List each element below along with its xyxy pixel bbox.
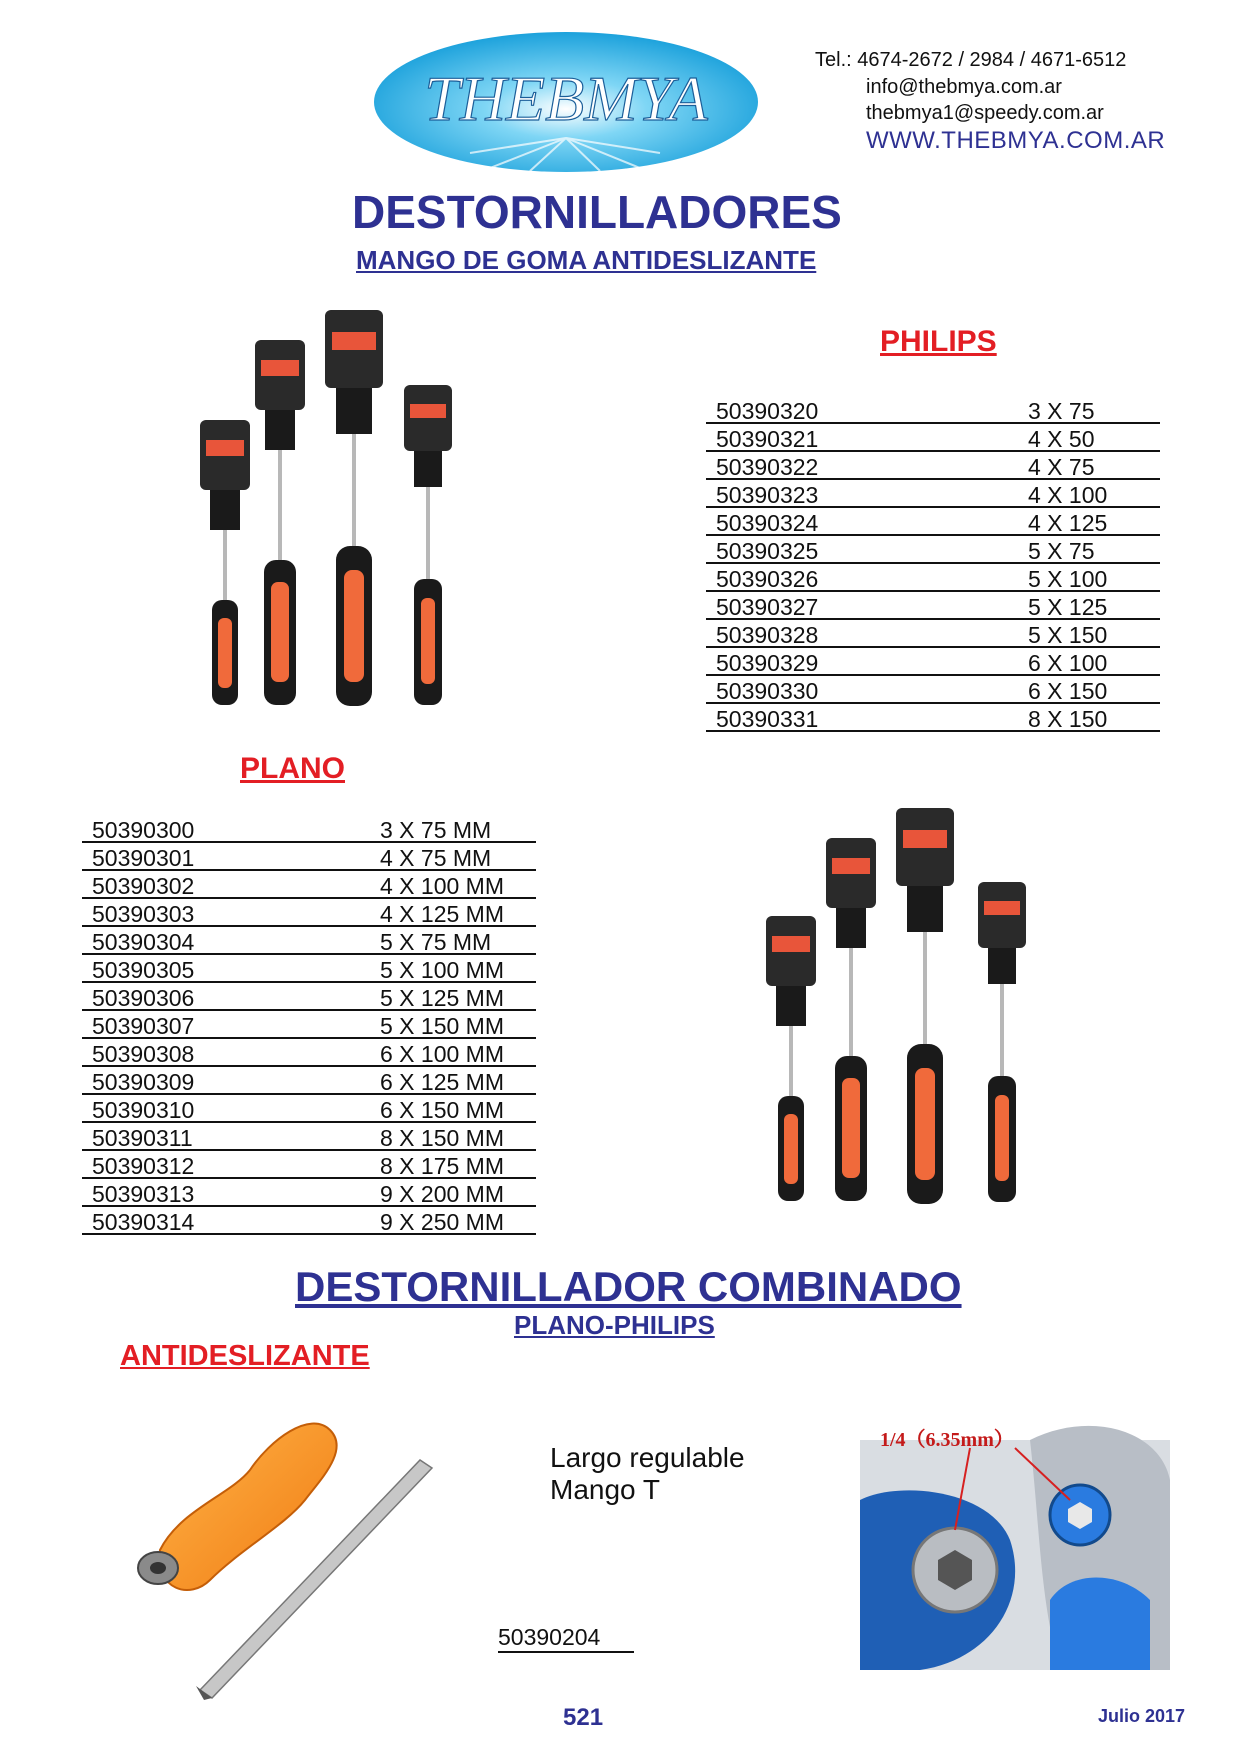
table-row [82, 1151, 536, 1179]
note-largo-regulable: Largo regulable [550, 1442, 745, 1473]
table-row [82, 1011, 536, 1039]
table-row [82, 927, 536, 955]
screwdriver-thin [404, 385, 452, 705]
product-size: 9 X 200 MM [380, 1181, 504, 1207]
table-row [706, 592, 1160, 620]
product-code: 50390312 [92, 1153, 195, 1179]
screwdriver-thin [978, 882, 1026, 1202]
product-code: 50390323 [716, 482, 819, 508]
product-code: 50390308 [92, 1041, 195, 1067]
product-code: 50390314 [92, 1209, 195, 1235]
logo-text: THEBMYA [424, 63, 708, 134]
product-size: 4 X 100 MM [380, 873, 504, 899]
product-size: 5 X 150 [1028, 622, 1108, 648]
product-code: 50390309 [92, 1069, 195, 1095]
product-size: 6 X 150 MM [380, 1097, 504, 1123]
contact-email-speedy[interactable]: thebmya1@speedy.com.ar [866, 102, 1104, 124]
catalog-date: Julio 2017 [1098, 1706, 1186, 1726]
product-code: 50390329 [716, 650, 819, 676]
table-row [82, 871, 536, 899]
product-code: 50390301 [92, 845, 195, 871]
product-code: 50390307 [92, 1013, 195, 1039]
screwdriver-small [766, 916, 816, 1201]
product-code: 50390305 [92, 957, 195, 983]
contact-website[interactable]: WWW.THEBMYA.COM.AR [866, 127, 1166, 154]
table-row [706, 480, 1160, 508]
table-row [82, 815, 536, 843]
product-size: 6 X 100 [1028, 650, 1108, 676]
product-code: 50390303 [92, 901, 195, 927]
product-code: 50390331 [716, 706, 819, 732]
product-code: 50390302 [92, 873, 195, 899]
product-size: 5 X 125 [1028, 594, 1108, 620]
product-size: 3 X 75 [1028, 398, 1095, 424]
table-row [706, 508, 1160, 536]
philips-heading: PHILIPS [880, 325, 997, 358]
table-row [82, 843, 536, 871]
contact-email-info[interactable]: info@thebmya.com.ar [866, 76, 1062, 98]
product-size: 5 X 125 MM [380, 985, 504, 1011]
section-subtitle-plano-philips: PLANO-PHILIPS [514, 1310, 715, 1340]
screwdriver-set-photo [180, 300, 480, 720]
table-row [706, 704, 1160, 732]
product-size: 6 X 150 [1028, 678, 1108, 704]
screwdriver-small [200, 420, 250, 705]
page-number: 521 [563, 1704, 604, 1731]
table-row [706, 620, 1160, 648]
product-code: 50390330 [716, 678, 819, 704]
plano-table [82, 815, 536, 1235]
product-code: 50390300 [92, 817, 195, 843]
table-row [82, 1123, 536, 1151]
product-size: 4 X 100 [1028, 482, 1108, 508]
table-row [82, 983, 536, 1011]
product-size: 5 X 75 [1028, 538, 1095, 564]
table-row [82, 899, 536, 927]
product-size: 4 X 75 [1028, 454, 1095, 480]
screwdriver-medium [826, 838, 876, 1201]
table-row [82, 1179, 536, 1207]
antideslizante-heading: ANTIDESLIZANTE [120, 1340, 370, 1372]
product-size: 8 X 175 MM [380, 1153, 504, 1179]
product-code: 50390310 [92, 1097, 195, 1123]
product-code: 50390327 [716, 594, 819, 620]
table-row [706, 452, 1160, 480]
product-code: 50390311 [92, 1125, 193, 1151]
product-size: 8 X 150 [1028, 706, 1108, 732]
blue-handle-right [1030, 1426, 1170, 1670]
table-row [82, 1095, 536, 1123]
product-code: 50390322 [716, 454, 819, 480]
product-size: 3 X 75 MM [380, 817, 492, 843]
philips-table [706, 396, 1160, 732]
product-size: 4 X 125 MM [380, 901, 504, 927]
product-code: 50390321 [716, 426, 819, 452]
table-row [82, 1207, 536, 1235]
product-size: 9 X 250 MM [380, 1209, 504, 1235]
section-title-destornilladores: DESTORNILLADORES [352, 186, 842, 238]
product-code: 50390325 [716, 538, 819, 564]
product-size: 5 X 100 MM [380, 957, 504, 983]
product-size: 8 X 150 MM [380, 1125, 504, 1151]
product-code: 50390328 [716, 622, 819, 648]
table-row [706, 536, 1160, 564]
product-code: 50390304 [92, 929, 195, 955]
screwdriver-medium [255, 340, 305, 705]
screwdriver-large [325, 310, 383, 706]
combined-screwdriver-photo [120, 1400, 480, 1700]
metal-ferrule [138, 1552, 178, 1584]
plano-heading: PLANO [240, 752, 345, 785]
product-code: 50390320 [716, 398, 819, 424]
product-size: 6 X 125 MM [380, 1069, 504, 1095]
product-size: 6 X 100 MM [380, 1041, 504, 1067]
product-size: 5 X 75 MM [380, 929, 492, 955]
product-size: 4 X 125 [1028, 510, 1108, 536]
table-row [706, 676, 1160, 704]
table-row [706, 396, 1160, 424]
product-code: 50390324 [716, 510, 819, 536]
section-title-combinado: DESTORNILLADOR COMBINADO [295, 1263, 962, 1310]
product-size: 4 X 50 [1028, 426, 1095, 452]
table-row [706, 564, 1160, 592]
bit-holder-closeup-photo [860, 1400, 1170, 1670]
table-row [82, 955, 536, 983]
brand-logo [370, 28, 762, 176]
product-code: 50390326 [716, 566, 819, 592]
screwdriver-set-photo-plano [756, 796, 1056, 1216]
product-size: 5 X 150 MM [380, 1013, 504, 1039]
table-row [706, 424, 1160, 452]
section-subtitle-mango: MANGO DE GOMA ANTIDESLIZANTE [356, 245, 817, 275]
product-size: 4 X 75 MM [380, 845, 492, 871]
brand-logo-graphic [370, 28, 762, 176]
table-row [82, 1039, 536, 1067]
table-row [706, 648, 1160, 676]
screwdriver-large [896, 808, 954, 1204]
product-code: 50390306 [92, 985, 195, 1011]
size-label: 1/4（6.35mm） [880, 1429, 1014, 1451]
combined-product-code: 50390204 [498, 1624, 634, 1653]
contact-phone: Tel.: 4674-2672 / 2984 / 4671-6512 [815, 49, 1127, 71]
product-size: 5 X 100 [1028, 566, 1108, 592]
orange-handle [160, 1424, 337, 1590]
note-mango-t: Mango T [550, 1474, 660, 1505]
table-row [82, 1067, 536, 1095]
product-code: 50390313 [92, 1181, 195, 1207]
